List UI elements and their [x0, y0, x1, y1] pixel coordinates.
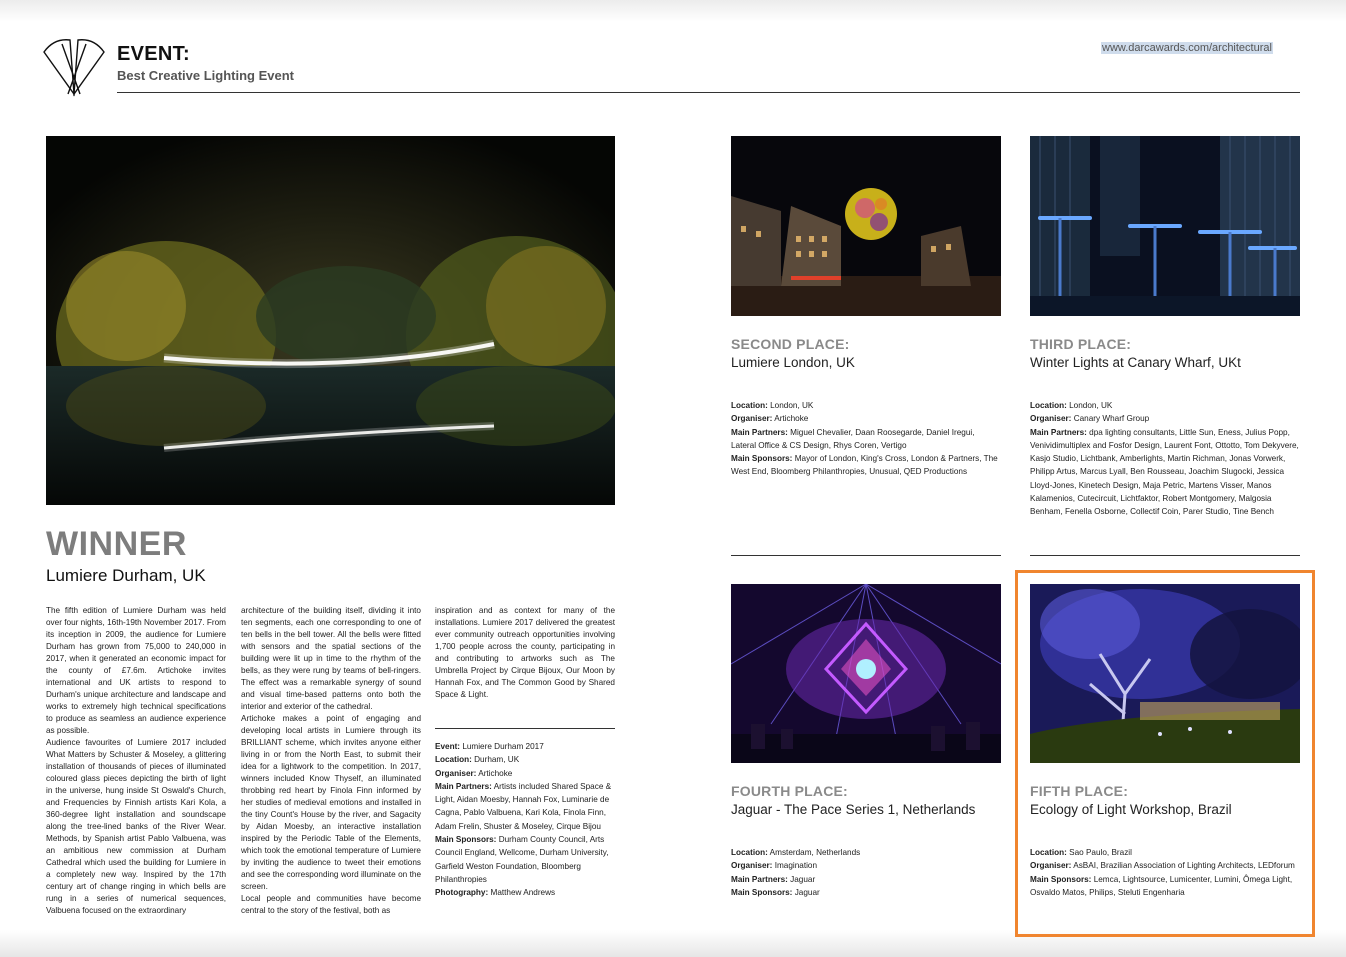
info-row: Organiser: Imagination — [731, 861, 818, 871]
fourth-place-label: FOURTH PLACE: — [731, 783, 848, 799]
info-row: Main Sponsors: Jaguar — [731, 887, 820, 897]
third-place-photo — [1030, 136, 1300, 316]
winner-body-column-2 — [241, 605, 421, 917]
fifth-place-label: FIFTH PLACE: — [1030, 783, 1129, 799]
info-row: Location: London, UK — [1030, 401, 1113, 410]
winner-photo — [46, 136, 615, 505]
info-row: Main Sponsors: Mayor of London, King's Cross, London & Partners, The West End, Bloomberg Philanthropies, Unusual, QED Productions — [731, 454, 998, 477]
info-row: Main Sponsors: Lemca, Lightsource, Lumicenter, Lumini, Ômega Light, Osvaldo Matos, Philips, Steluti Engenharia — [1030, 874, 1293, 897]
fourth-place-name: Jaguar - The Pace Series 1, Netherlands — [731, 802, 976, 817]
second-place-info — [731, 399, 1001, 479]
winner-name: Lumiere Durham, UK — [46, 566, 206, 585]
paragraph: The fifth edition of Lumiere Durham was held over four nights, 16th-19th November 2017. From its inception in 2009, the audience for Lumiere Durham has grown from 75,000 to 240,000 in 2017, when it generated an economic impact for the county of £7.6m. Artichoke invites international and UK artists to respond to Durham's unique architecture and landscape and works to extremely high technical specifications to produce as seamless an audience experience as possible. — [46, 606, 226, 735]
website-link[interactable]: www.darcawards.com/architectural — [1102, 42, 1272, 54]
info-row: Organiser: Canary Wharf Group — [1030, 414, 1150, 424]
info-row: Location: Sao Paulo, Brazil — [1030, 848, 1132, 857]
info-row: Main Partners: Miguel Chevalier, Daan Roosegarde, Daniel Iregui, Lateral Office & CS Design, Rhys Coren, Vertigo — [731, 427, 975, 450]
fact-row: Main Sponsors: Durham County Council, Arts Council England, Wellcome, Durham University, Garfield Weston Foundation, Bloomberg Philanthropies — [435, 835, 609, 884]
fact-row: Location: Durham, UK — [435, 755, 520, 765]
event-label: EVENT: — [117, 43, 190, 65]
second-place-photo — [731, 136, 1001, 316]
darc-awards-logo-icon — [40, 36, 108, 98]
section-divider — [731, 555, 1001, 556]
paragraph: Local people and communities have become central to the story of the festival, both as — [241, 894, 421, 915]
info-row: Organiser: Artichoke — [731, 414, 809, 424]
winner-facts — [435, 740, 620, 900]
paragraph: Artichoke makes a point of engaging and developing local artists in Lumiere through its BRILLIANT scheme, which invites anyone either living in or from the North East, to submit their idea for a lightwork to the competition. In 2017, winners included Know Thyself, an illuminated throbbing red heart by Finola Finn informed by her studies of medieval emotions and installed in the tiny Count's House by the river, and Sagacity by Aidan Moesby, an interactive installation inspired by the Periodic Table of the Elements, which took the emotional temperature of Lumiere by inviting the audience to tweet their emotions and see the corresponding word illuminate on the screen. — [241, 714, 421, 891]
header-divider — [117, 92, 1300, 93]
winner-heading: WINNER — [46, 525, 187, 563]
fact-row: Event: Lumiere Durham 2017 — [435, 742, 544, 751]
second-place-name: Lumiere London, UK — [731, 355, 855, 370]
second-place-label: SECOND PLACE: — [731, 336, 850, 352]
fact-row: Organiser: Artichoke — [435, 768, 513, 778]
fact-row: Photography: Matthew Andrews — [435, 888, 556, 898]
info-row: Main Partners: dpa lighting consultants, Little Sun, Eness, Julius Popp, Venividimultiplex and Fosfor Design, Laurent Font, Ottotto, Tom Dekyvere, Kasjo Studio, Lichtbank, Amberlights, Martin Richman, Jonas Vorwerk, Philipp Artus, Marcus Lyall, Ben Rousseau, Joachim Slugocki, Jessica Lloyd-Jones, Kinetech Design, Maja Petric, Martens Visser, Manos Kalamenios, Cutecircuit, Lichtfaktor, Robert Montgomery, Malgosia Benham, Fenella Osborne, Collectif Coin, Parer Studio, Tine Bench — [1030, 427, 1299, 517]
paragraph: architecture of the building itself, dividing it into ten segments, each one corresponding to one of ten bells in the bell tower. All the bells were fitted with sensors and the spatial sections of the building were lit up in time to the rhythm of the bells, as they were rung by teams of bell-ringers. The effect was a remarkable synergy of sound and visual time-based patterns onto both the interior and exterior of the cathedral. — [241, 606, 421, 711]
winner-body-column-1 — [46, 605, 226, 917]
fifth-place-name: Ecology of Light Workshop, Brazil — [1030, 802, 1232, 817]
fact-row: Main Partners: Artists included Shared Space & Light, Aidan Moesby, Hannah Fox, Luminarie de Cagna, Pablo Valbuena, Kari Kola, Finola Finn, Adam Frelin, Shuster & Moseley, Cirque Bijou — [435, 781, 612, 831]
fourth-place-info — [731, 846, 1001, 899]
winner-body-column-3 — [435, 605, 615, 701]
fourth-place-photo — [731, 584, 1001, 763]
paragraph: inspiration and as context for many of the installations. Lumiere 2017 delivered the greatest ever community outreach opportunities involving 1,700 people across the county, participating in and contributing to artworks such as The Umbrella Project by Cirque Bijoux, Our Moon by Hannah Fox, and The Common Good by Shared Space & Light. — [435, 606, 615, 699]
info-row: Location: Amsterdam, Netherlands — [731, 848, 861, 857]
fifth-place-highlight-box — [1015, 570, 1315, 937]
info-row: Main Partners: Jaguar — [731, 874, 816, 884]
section-divider — [1030, 555, 1300, 556]
info-row: Organiser: AsBAI, Brazilian Association of Lighting Architects, LEDforum — [1030, 861, 1295, 871]
third-place-info — [1030, 399, 1302, 519]
paragraph: Audience favourites of Lumiere 2017 included What Matters by Schuster & Moseley, a glittering installation of thousands of pieces of illuminated coloured glass pieces depicting the birth of light in the universe, hung inside St Oswald's Church, and Frequencies by Finnish artists Kari Kola, a 360-degree light installation and soundscape along the tree-lined banks of the River Wear. Methods, by Spanish artist Pablo Valbuena, was an ambitious new commission at Durham Cathedral which used the building for Lumiere in a completely new way. Inspired by the 17th century art of change ringing in which bells are rung in a series of numerical sequences, Valbuena focused on the extraordinary — [46, 738, 226, 915]
third-place-name: Winter Lights at Canary Wharf, UKt — [1030, 355, 1241, 370]
third-place-label: THIRD PLACE: — [1030, 336, 1132, 352]
info-row: Location: London, UK — [731, 401, 814, 410]
event-title: Best Creative Lighting Event — [117, 68, 294, 83]
facts-divider — [435, 728, 615, 729]
